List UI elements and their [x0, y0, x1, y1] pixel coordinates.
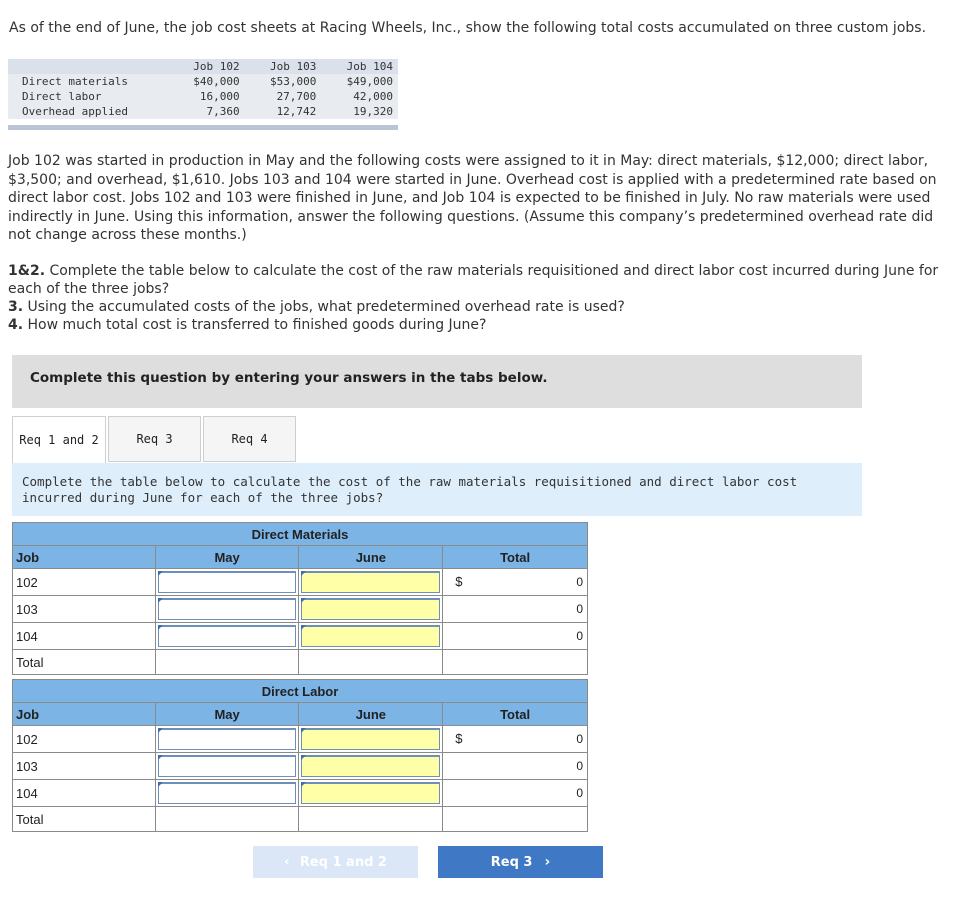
dm-june-input-103[interactable]	[301, 598, 440, 620]
direct-labor-table	[12, 679, 588, 832]
dm-header-job: Job	[13, 546, 156, 569]
dl-job-label: 102	[13, 726, 156, 753]
cost-table-underline	[8, 125, 398, 130]
table-row	[13, 596, 588, 623]
dm-header-total: Total	[443, 546, 588, 569]
dl-may-input-104[interactable]	[158, 782, 297, 804]
next-req-button[interactable]	[438, 846, 603, 878]
dm-total-104: 0	[576, 629, 583, 643]
dl-column-headers	[13, 703, 588, 726]
dm-total-102: 0	[576, 575, 583, 589]
cost-row-label: Direct labor	[22, 90, 102, 103]
dl-june-cell	[299, 780, 443, 807]
dl-june-total-cell	[299, 807, 443, 832]
dl-may-input-102[interactable]	[158, 728, 297, 750]
table-row	[13, 780, 588, 807]
dm-column-headers	[13, 546, 588, 569]
question-4	[8, 316, 943, 334]
cost-header-job-102: Job 102	[168, 59, 245, 74]
instructions-banner	[12, 355, 862, 408]
cost-value: $40,000	[193, 75, 240, 88]
tab-req-4[interactable]: Req 4	[203, 416, 296, 462]
dm-june-input-102[interactable]	[301, 571, 440, 593]
tab-req-3[interactable]: Req 3	[108, 416, 201, 462]
table-row	[13, 569, 588, 596]
intro-text: As of the end of June, the job cost sheets at Racing Wheels, Inc., show the following total costs accumulated on three custom jobs.	[9, 20, 927, 36]
table-row	[13, 726, 588, 753]
dm-total-103: 0	[576, 602, 583, 616]
question-1-2	[8, 262, 943, 298]
dm-header-june: June	[299, 546, 443, 569]
dl-june-cell	[299, 726, 443, 753]
cost-header-blank	[8, 59, 168, 74]
dl-may-total-cell	[155, 807, 299, 832]
cost-row-overhead-applied	[8, 104, 398, 119]
dollar-sign: $	[455, 731, 463, 746]
dl-june-input-103[interactable]	[301, 755, 440, 777]
dollar-sign: $	[455, 574, 463, 589]
cost-row-direct-materials	[8, 74, 398, 89]
direct-materials-table	[12, 522, 588, 675]
dl-total-cell	[443, 726, 588, 753]
cost-value: 27,700	[276, 90, 317, 103]
dm-may-cell	[155, 596, 299, 623]
dl-section-header	[13, 680, 588, 703]
dl-grand-total-cell	[443, 807, 588, 832]
table-row	[13, 807, 588, 832]
dm-grand-total-cell	[443, 650, 588, 675]
dm-may-input-103[interactable]	[158, 598, 297, 620]
dl-june-input-104[interactable]	[301, 782, 440, 804]
dl-total-103: 0	[576, 759, 583, 773]
question-text: How much total cost is transferred to finished goods during June?	[23, 317, 487, 333]
dm-section-header	[13, 523, 588, 546]
chevron-left-icon: ‹	[284, 854, 290, 870]
dm-may-input-102[interactable]	[158, 571, 297, 593]
dl-total-104: 0	[576, 786, 583, 800]
dm-header-may: May	[155, 546, 299, 569]
table-row	[13, 650, 588, 675]
dm-job-label: 104	[13, 623, 156, 650]
dm-total-cell	[443, 596, 588, 623]
dm-job-label: 102	[13, 569, 156, 596]
tab-instruction: Complete the table below to calculate the cost of the raw materials requisitioned and direct labor cost incurred during June for each of the three jobs?	[12, 463, 862, 516]
dm-job-label: 103	[13, 596, 156, 623]
dm-may-total-cell	[155, 650, 299, 675]
table-row	[13, 753, 588, 780]
cost-value: 16,000	[199, 90, 240, 103]
cost-table-header	[8, 59, 398, 74]
dm-total-cell	[443, 569, 588, 596]
tab-req-1-and-2[interactable]: Req 1 and 2	[12, 416, 106, 464]
next-req-label: Req 3	[490, 854, 533, 870]
question-number: 4.	[8, 317, 24, 333]
cost-row-label: Overhead applied	[22, 105, 128, 118]
dl-job-label: 104	[13, 780, 156, 807]
dl-may-input-103[interactable]	[158, 755, 297, 777]
cost-row-direct-labor	[8, 89, 398, 104]
dm-june-input-104[interactable]	[301, 625, 440, 647]
problem-paragraph: Job 102 was started in production in May and the following costs were assigned to it in May: direct materials, $12,000; direct labor, $3,500; and overhead, $1,610. Jobs 103 and 104 were started in June. Overhead cost is applied with a predetermined rate based on direct labor cost. Jobs 102 and 103 were finished in June, and Job 104 is expected to be finished in July. No raw materials were used indirectly in June. Using this information, answer the following questions. (Assume this company’s predetermined overhead rate did not change across these months.)	[8, 153, 937, 243]
dl-june-cell	[299, 753, 443, 780]
dl-total-cell	[443, 780, 588, 807]
prev-req-label: Req 1 and 2	[299, 854, 387, 870]
dm-june-cell	[299, 623, 443, 650]
dl-job-label: 103	[13, 753, 156, 780]
question-3	[8, 298, 943, 316]
prev-req-button[interactable]	[253, 846, 418, 878]
dl-total-102: 0	[576, 732, 583, 746]
dl-section-title: Direct Labor	[13, 680, 588, 703]
dm-total-cell	[443, 623, 588, 650]
dl-may-cell	[155, 780, 299, 807]
dl-header-job: Job	[13, 703, 156, 726]
cost-header-job-104: Job 104	[321, 59, 398, 74]
question-list	[8, 262, 943, 334]
dl-may-cell	[155, 726, 299, 753]
question-number: 1&2.	[8, 263, 46, 279]
cost-value: 19,320	[353, 105, 393, 118]
dl-job-label: Total	[13, 807, 156, 832]
cost-value: 42,000	[353, 90, 393, 103]
dl-header-june: June	[299, 703, 443, 726]
dm-section-title: Direct Materials	[13, 523, 588, 546]
cost-row-label: Direct materials	[22, 75, 128, 88]
cost-header-job-103: Job 103	[245, 59, 322, 74]
dm-may-cell	[155, 623, 299, 650]
cost-value: 7,360	[206, 105, 240, 118]
dm-june-total-cell	[299, 650, 443, 675]
dl-june-input-102[interactable]	[301, 728, 440, 750]
dm-june-cell	[299, 569, 443, 596]
cost-value: $49,000	[346, 75, 393, 88]
dl-may-cell	[155, 753, 299, 780]
banner-text: Complete this question by entering your answers in the tabs below.	[30, 370, 548, 386]
dm-may-input-104[interactable]	[158, 625, 297, 647]
job-cost-table	[8, 59, 398, 119]
question-text: Complete the table below to calculate the cost of the raw materials requisitioned and direct labor cost incurred during June for each of the three jobs?	[8, 263, 939, 297]
question-text: Using the accumulated costs of the jobs, what predetermined overhead rate is used?	[23, 299, 625, 315]
question-number: 3.	[8, 299, 24, 315]
dm-job-label: Total	[13, 650, 156, 675]
dl-header-total: Total	[443, 703, 588, 726]
dl-header-may: May	[155, 703, 299, 726]
cost-value: 12,742	[276, 105, 317, 118]
dl-total-cell	[443, 753, 588, 780]
dm-june-cell	[299, 596, 443, 623]
dm-may-cell	[155, 569, 299, 596]
chevron-right-icon: ›	[544, 854, 551, 870]
table-row	[13, 623, 588, 650]
cost-value: $53,000	[269, 75, 317, 88]
